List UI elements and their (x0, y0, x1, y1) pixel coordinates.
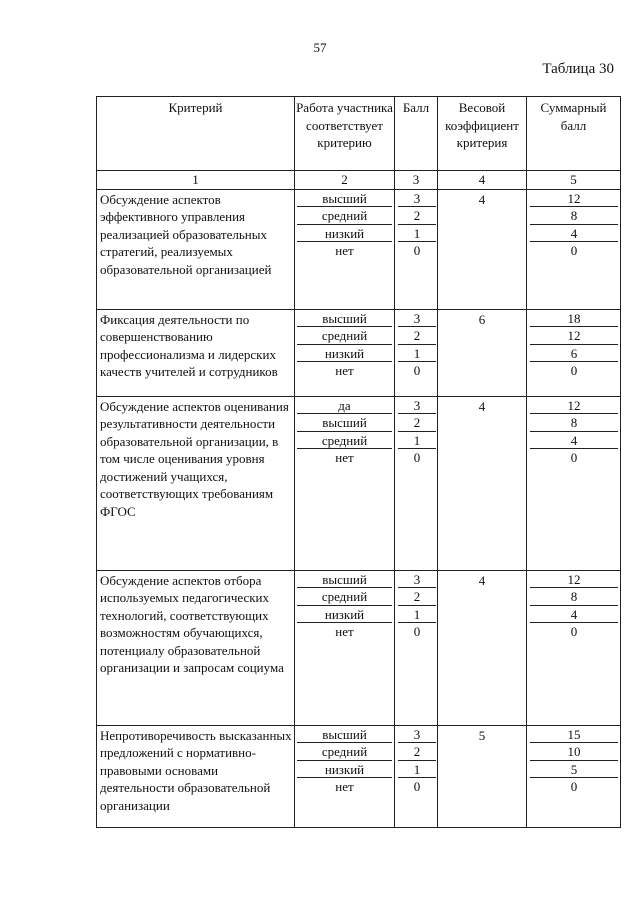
sum-value: 4 (530, 432, 618, 450)
points-value: 2 (398, 588, 436, 606)
header-score: Балл (395, 97, 438, 171)
sum-value: 18 (530, 310, 618, 328)
weight-value: 4 (438, 189, 527, 309)
level-value: нет (335, 624, 354, 639)
points-value: 1 (398, 432, 436, 450)
header-work: Работа участника соответствует критерию (295, 97, 395, 171)
points-value: 0 (413, 779, 421, 794)
column-number: 4 (438, 171, 527, 190)
sum-value: 6 (530, 345, 618, 363)
level-value: высший (297, 310, 392, 328)
points-value: 0 (413, 624, 421, 639)
criterion-row (97, 189, 621, 309)
level-cell (295, 570, 395, 725)
level-value: нет (335, 450, 354, 465)
sum-value: 0 (570, 363, 578, 378)
sum-value: 8 (530, 207, 618, 225)
sum-value: 4 (530, 225, 618, 243)
sum-cell (527, 570, 621, 725)
sum-value: 0 (570, 624, 578, 639)
sum-value: 0 (570, 243, 578, 258)
level-value: высший (297, 571, 392, 589)
header-row (97, 97, 621, 171)
sum-cell (527, 396, 621, 570)
column-number-row (97, 171, 621, 190)
points-cell (395, 570, 438, 725)
points-value: 2 (398, 743, 436, 761)
points-value: 0 (413, 363, 421, 378)
column-number: 3 (395, 171, 438, 190)
sum-value: 12 (530, 190, 618, 208)
criterion-row (97, 309, 621, 396)
points-value: 1 (398, 345, 436, 363)
points-value: 1 (398, 225, 436, 243)
table-caption: Таблица 30 (542, 61, 614, 77)
sum-value: 0 (570, 779, 578, 794)
criterion-text: Фиксация деятельности по совершенствованию профессионализма и лидерских качеств учителей и сотрудников (97, 309, 295, 396)
level-cell (295, 725, 395, 827)
sum-cell (527, 309, 621, 396)
points-value: 2 (398, 327, 436, 345)
level-value: нет (335, 363, 354, 378)
column-number: 1 (97, 171, 295, 190)
points-value: 2 (398, 207, 436, 225)
sum-value: 12 (530, 397, 618, 415)
points-cell (395, 189, 438, 309)
criterion-row (97, 396, 621, 570)
level-value: средний (297, 327, 392, 345)
sum-cell (527, 725, 621, 827)
sum-value: 10 (530, 743, 618, 761)
sum-value: 4 (530, 606, 618, 624)
sum-value: 8 (530, 588, 618, 606)
criterion-row (97, 570, 621, 725)
level-value: нет (335, 243, 354, 258)
weight-value: 4 (438, 570, 527, 725)
header-criterion: Критерий (97, 97, 295, 171)
points-value: 0 (413, 243, 421, 258)
level-cell (295, 396, 395, 570)
sum-value: 8 (530, 414, 618, 432)
sum-value: 15 (530, 726, 618, 744)
level-value: низкий (297, 345, 392, 363)
points-value: 1 (398, 761, 436, 779)
level-cell (295, 309, 395, 396)
points-value: 3 (398, 726, 436, 744)
sum-value: 0 (570, 450, 578, 465)
level-value: высший (297, 190, 392, 208)
sum-value: 12 (530, 327, 618, 345)
level-value: средний (297, 207, 392, 225)
level-value: да (297, 397, 392, 415)
weight-value: 4 (438, 396, 527, 570)
criteria-table (96, 96, 621, 828)
level-value: средний (297, 743, 392, 761)
header-total: Суммарный балл (527, 97, 621, 171)
points-value: 3 (398, 397, 436, 415)
level-value: высший (297, 726, 392, 744)
criterion-text: Обсуждение аспектов оценивания результативности деятельности образовательной организации, в том числе оценивания уровня достижений учащихся, соответствующих требованиям ФГОС (97, 396, 295, 570)
criterion-text: Обсуждение аспектов эффективного управления реализацией образовательных стратегий, реализуемых образовательной организацией (97, 189, 295, 309)
level-value: средний (297, 432, 392, 450)
column-number: 5 (527, 171, 621, 190)
level-cell (295, 189, 395, 309)
level-value: низкий (297, 606, 392, 624)
header-weight: Весовой коэффициент критерия (438, 97, 527, 171)
criterion-row (97, 725, 621, 827)
weight-value: 6 (438, 309, 527, 396)
level-value: средний (297, 588, 392, 606)
page-number: 57 (313, 40, 327, 55)
sum-value: 5 (530, 761, 618, 779)
points-value: 1 (398, 606, 436, 624)
weight-value: 5 (438, 725, 527, 827)
points-value: 2 (398, 414, 436, 432)
level-value: низкий (297, 225, 392, 243)
sum-value: 12 (530, 571, 618, 589)
criterion-text: Обсуждение аспектов отбора используемых педагогических технологий, соответствующих возможностям обучающихся, потенциалу образовательной организации и запросам социума (97, 570, 295, 725)
points-cell (395, 725, 438, 827)
column-number: 2 (295, 171, 395, 190)
points-value: 3 (398, 190, 436, 208)
points-cell (395, 309, 438, 396)
criterion-text: Непротиворечивость высказанных предложений с нормативно-правовыми основами деятельности образовательной организации (97, 725, 295, 827)
level-value: высший (297, 414, 392, 432)
sum-cell (527, 189, 621, 309)
points-value: 3 (398, 310, 436, 328)
points-value: 3 (398, 571, 436, 589)
points-cell (395, 396, 438, 570)
points-value: 0 (413, 450, 421, 465)
level-value: нет (335, 779, 354, 794)
level-value: низкий (297, 761, 392, 779)
